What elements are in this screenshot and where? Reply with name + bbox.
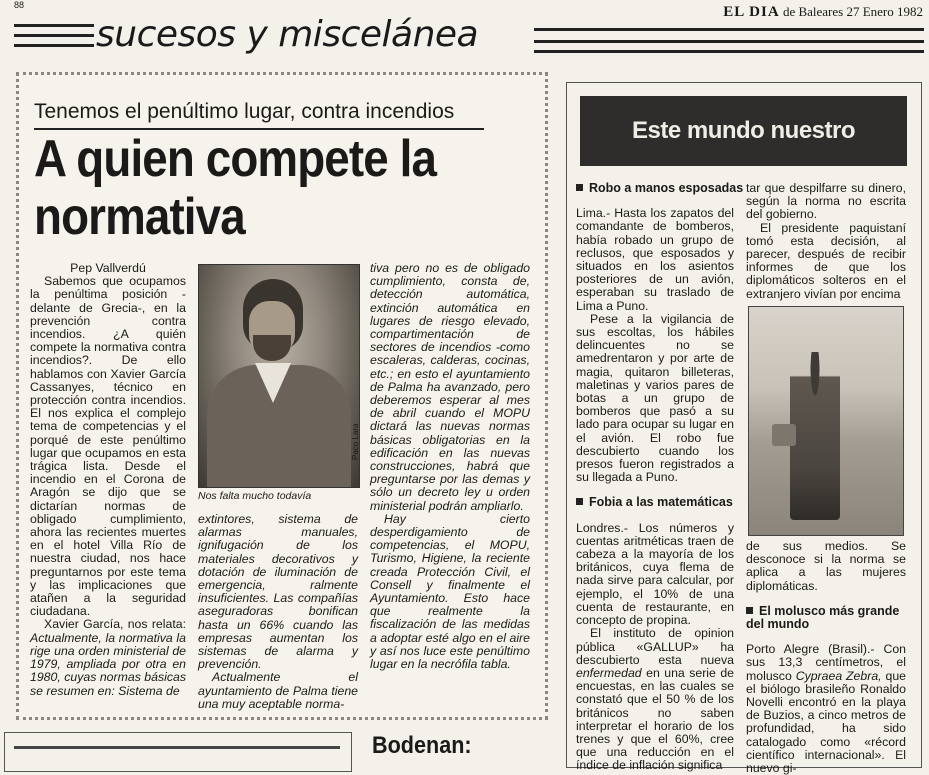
masthead-rule-right [534,28,924,31]
photo-credit: Paco Lara [351,423,360,460]
item-title-text: Fobia a las matemáticas [589,495,733,510]
paragraph: tiva pero no es de obligado cumplimiento, consta de, detección automática, extinción automática en lugares de riesgo elevado, compartimentación de sectores de incendios -como escaleras, calderas, cocinas, etc.; en esto el ayuntamiento de Palma ha avanzado, pero deberemos esperar al mes de abril cuando el MOPU dictará las nuevas normas básicas obligatorias en la edificación en las nuevas construcciones, habrá que preguntarse por las demas y sólo un decreto ley u orden ministerial podrán ampliarlo. [370,261,530,513]
paragraph: Hay cierto desperdigamiento de competencias, el MOPU, Turismo, Higiene, la reciente creada Protección Civil, el Consell y finalmente el Ayuntamiento. Esto hace que realmente la fiscalización de las medidas a adoptar esté algo en el aire y así nos luce este penúltimo lugar en la necrófila tabla. [370,511,530,672]
paragraph: Sabemos que ocupamos la penúltima posición -delante de Grecia-, en la prevención contra incendios. ¿A quién compete la normativa contra incendios?. De ello hablamos con Xavier García Cassanyes, técnico en protección contra incendios. El nos explica el complejo tema de competencias y el porqué de este penúltimo lugar que ocupamos en esta trágica lista. Desde el incendio en el Corona de Aragón se dijo que se dictarían normas de obligado cumplimiento, ahora las recientes muertes en el hotel Villa Río de nuestra ciudad, nos hace preguntarnos por este tema y las implicaciones que atañen a la seguridad ciudadana. [30,274,186,619]
article-kicker: Tenemos el penúltimo lugar, contra incendios [34,100,455,123]
paragraph: tar que despilfarre su dinero, según la norma no escrita del gobierno. [746,181,906,222]
bottom-headline: Bodenan: [372,732,472,759]
paper-dateline [723,4,923,21]
article-column-3 [370,262,530,671]
masthead-rule-left-3 [14,44,94,47]
italic-term: Cypraea Zebra, [795,668,882,683]
paragraph [30,618,186,697]
section-title: sucesos y miscelánea [96,14,479,55]
photo-figure [790,352,840,520]
right-column-b-continued [746,540,906,775]
article-column-1 [30,262,186,698]
text-span: en una serie de encuestas, en las cuales se constató que el 50 % de los británicos no saben interpretar el horario de los trenes y que el 60%, cree que una reducción en el índice de inflación significa [576,665,735,773]
photo-portrait [198,264,360,488]
article-headline [34,130,474,246]
item-title-text: Robo a manos esposadas [589,181,744,195]
square-bullet-icon [576,498,583,505]
paragraph [576,627,734,772]
paragraph [746,643,906,775]
bottom-rule [14,746,340,749]
italic-term: enfermedad [576,665,642,680]
item-title [576,181,744,195]
bottom-frame [4,732,352,772]
item-title-line-2: del mundo [746,617,810,632]
paragraph-lead: Xavier García, nos relata: [44,617,186,632]
corner-mark: 88 [14,0,25,10]
right-column-a [576,181,744,773]
text-span: que el biólogo brasileño Ronaldo Novelli encontró en la playa de Buzios, a cinco metros de profundidad, ha sido catalogado como «récord científico internacional». El nuevo gi- [746,668,907,775]
headline-line-2: normativa [34,188,245,246]
photo-caption: Nos falta mucho todavía [198,490,312,502]
masthead-rule-left [14,24,94,27]
item-title [576,496,734,509]
section-banner: Este mundo nuestro [580,96,907,166]
paragraph: de sus medios. Se desconoce si la norma se aplica a las mujeres diplomáticas. [746,539,906,593]
paper-date: de Baleares 27 Enero 1982 [782,4,923,19]
masthead-rule-left-2 [14,34,94,37]
photo-basket [772,424,796,446]
paper-name: EL DIA [723,4,780,20]
paragraph: Actualmente el ayuntamiento de Palma tiene una muy aceptable norma- [198,670,358,711]
square-bullet-icon [576,184,583,191]
paragraph: El presidente paquistaní tomó esta decisión, al parecer, después de recibir informes de que los diplomáticos solteros en el extranjero vivían por encima [746,220,906,301]
paragraph: Londres.- Los números y cuentas aritméticas traen de cabeza a la mayoría de los británicos, cuya flema de nada sirve para calcular, por ejemplo, el 10% de una cuenta de restaurante, en concepto de propina. [576,520,734,628]
masthead-rule-right-2 [534,40,924,43]
paragraph: Lima.- Hasta los zapatos del comandante de bomberos, había robado un grupo de reclusos, que esposados y situados en los asientos posteriores de un avión, esperaban su traslado de Lima a Puno. [576,206,734,313]
square-bullet-icon [746,607,753,614]
right-column-b [746,182,906,301]
byline: Pep Vallverdú [70,261,146,275]
text-span: El instituto de opinion pública «GALLUP» ha descubierto esta nueva [576,626,734,667]
item-title-text: El molusco más grande [759,603,900,618]
headline-line-1: A quien compete la [34,130,437,188]
paragraph: extintores, sistema de alarmas manuales, ignifugación de los materiales decorativos y dotación de iluminación de emergencia, ralmente insuficientes. Las compañías aseguradoras bonifican hasta un 66% cuando las empresas aumentan los sistemas de alarma y prevención. [198,512,358,672]
masthead-rule-right-3 [534,50,924,53]
text-span: Porto Alegre (Brasil).- Con sus 13,3 centímetros, el molusco [746,642,906,683]
quote-text: Actualmente, la normativa la rige una orden ministerial de 1979, ampliada por otra en 1980, cuyas normas básicas se resumen en: Sistema de [30,630,186,698]
article-column-2 [198,513,358,711]
paragraph: Pese a la vigilancia de sus escoltas, los hábiles delincuentes no se amedrentaron y por arte de magia, quitaron billeteras, maletinas y varios pares de botas a un grupo de bomberos que pasó a su lado para ocupar su lugar en el avión. El robo fue descubierto cuando los presos fueron registrados a su llegada a Puno. [576,311,734,485]
